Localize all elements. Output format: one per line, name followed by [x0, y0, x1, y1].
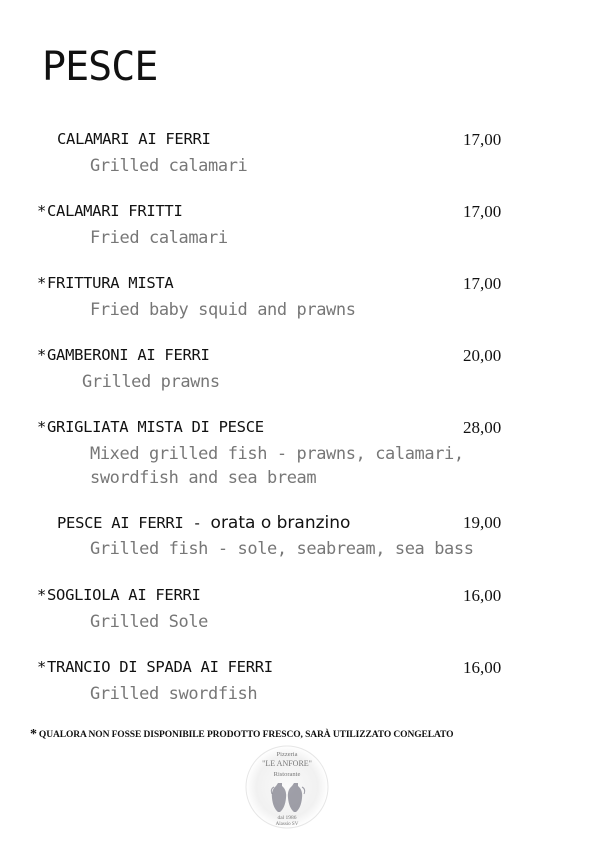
item-price: 16,00	[463, 658, 502, 677]
item-name	[47, 130, 211, 148]
item-description: Fried baby squid and prawns	[90, 300, 356, 320]
item-name	[37, 586, 201, 604]
item-name-text: PESCE AI FERRI -	[57, 514, 211, 532]
item-name-text: TRANCIO DI SPADA AI FERRI	[47, 658, 273, 676]
logo-line2: "LE ANFORE"	[262, 759, 312, 768]
item-price: 28,00	[463, 418, 502, 437]
logo-line3: Ristorante	[273, 771, 301, 778]
asterisk: *	[37, 418, 47, 436]
item-description: Grilled calamari	[90, 156, 248, 176]
item-description: Grilled prawns	[82, 372, 220, 392]
item-description: Grilled swordfish	[90, 684, 258, 704]
item-name	[37, 274, 173, 292]
asterisk: *	[37, 658, 47, 676]
page-title: PESCE	[42, 44, 158, 90]
item-name	[37, 202, 182, 220]
item-description: Mixed grilled fish - prawns, calamari, swordfish and sea bream	[90, 444, 464, 488]
menu-item	[0, 513, 602, 563]
item-price: 20,00	[463, 346, 502, 365]
item-name-text: CALAMARI AI FERRI	[57, 130, 211, 148]
asterisk: *	[37, 202, 47, 220]
logo-line1: Pizzeria	[276, 751, 298, 758]
item-name	[47, 513, 350, 533]
item-name-text: GRIGLIATA MISTA DI PESCE	[47, 418, 264, 436]
item-name-text: FRITTURA MISTA	[47, 274, 174, 292]
menu-item	[0, 418, 602, 492]
item-name-text: SOGLIOLA AI FERRI	[47, 586, 201, 604]
item-name-text: CALAMARI FRITTI	[47, 202, 183, 220]
item-price: 19,00	[463, 513, 502, 532]
logo-line4: dal 1986	[277, 815, 297, 821]
footnote-text: QUALORA NON FOSSE DISPONIBILE PRODOTTO FRESCO, SARÀ UTILIZZATO CONGELATO	[38, 730, 454, 740]
item-name-text: GAMBERONI AI FERRI	[47, 346, 210, 364]
menu-item	[0, 658, 602, 708]
menu-item	[0, 202, 602, 252]
item-description: Grilled fish - sole, seabream, sea bass	[90, 539, 474, 559]
item-description: Grilled Sole	[90, 612, 209, 632]
asterisk: *	[37, 274, 47, 292]
menu-item	[0, 130, 602, 180]
logo-line5: Alassio SV	[275, 822, 299, 827]
item-name	[37, 418, 264, 436]
restaurant-logo	[245, 745, 329, 829]
menu-item	[0, 274, 602, 324]
footnote-asterisk: *	[30, 727, 37, 742]
item-name	[37, 346, 210, 364]
asterisk: *	[37, 346, 47, 364]
item-price: 17,00	[463, 274, 502, 293]
item-price: 17,00	[463, 202, 502, 221]
item-description: Fried calamari	[90, 228, 228, 248]
menu-item	[0, 346, 602, 396]
asterisk: *	[37, 586, 47, 604]
menu-item	[0, 586, 602, 636]
item-name-highlight: orata o branzino	[210, 513, 351, 533]
footnote	[30, 727, 454, 746]
item-name	[37, 658, 273, 676]
item-price: 16,00	[463, 586, 502, 605]
item-price: 17,00	[463, 130, 502, 149]
